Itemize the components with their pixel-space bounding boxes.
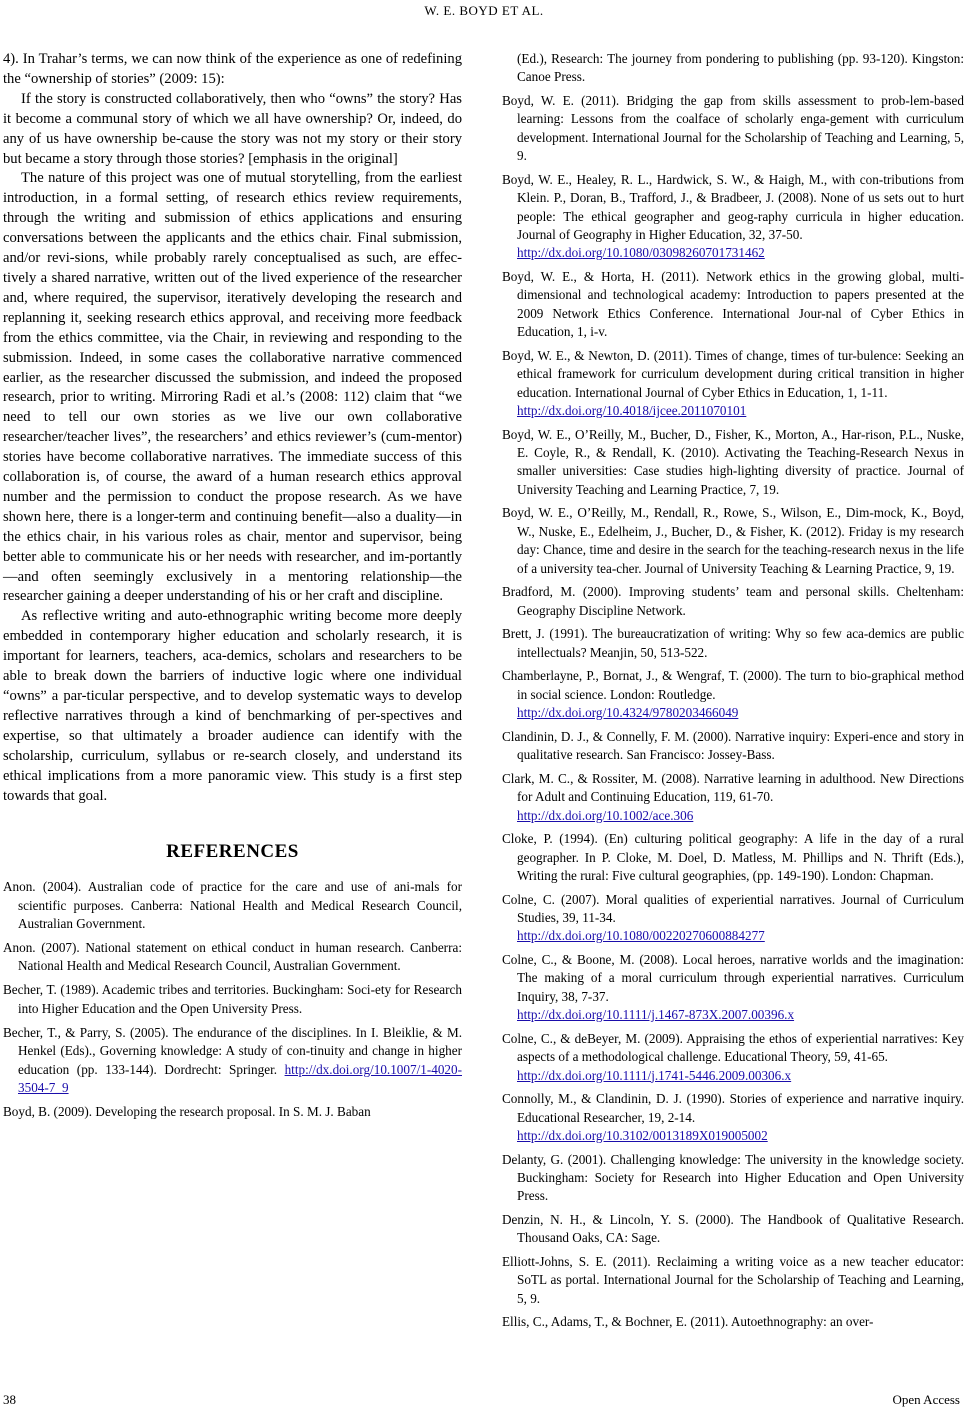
reference-text: Boyd, W. E., & Horta, H. (2011). Network ethics in the growing global, multi-dimensional and technological academy: Introduction to papers presented at the 2009 Network Ethics Conference. International Jour-nal of Cyber Ethics in Education, 1, i-v. bbox=[502, 269, 964, 340]
reference-entry bbox=[502, 1253, 964, 1308]
doi-link[interactable]: http://dx.doi.org/10.3102/0013189X019005002 bbox=[517, 1127, 768, 1143]
doi-link[interactable]: http://dx.doi.org/10.1007/1-4020-3504-7_9 bbox=[18, 1061, 462, 1095]
running-head: W. E. BOYD ET AL. bbox=[424, 3, 544, 18]
reference-text: (Ed.), Research: The journey from pondering to publishing (pp. 93-120). Kingston: Canoe Press. bbox=[517, 51, 964, 85]
doi-link[interactable]: http://dx.doi.org/10.4018/ijcee.2011070101 bbox=[517, 403, 747, 419]
reference-entry bbox=[502, 50, 964, 87]
reference-text: Boyd, W. E., O’Reilly, M., Bucher, D., Fisher, K., Morton, A., Har-rison, P.L., Nuske, E. Coyle, R., & Rendall, K. (2010). Activating the Teaching-Research Nexus in smaller universities: Case studies high-lighting diversity of practice. Journal of University Teaching and Learning Practice, 7, 19. bbox=[502, 426, 964, 497]
reference-text: Colne, C., & deBeyer, M. (2009). Appraising the ethos of experiential narratives: Key aspects of a methodological challenge. Educational Theory, 59, 41-65. bbox=[502, 1030, 964, 1065]
reference-text: Boyd, W. E., Healey, R. L., Hardwick, S. W., & Haigh, M., with con-tributions from Klein. P., Doran, B., Trafford, J., & Bradbeer, J. (2008). None of us sets out to hurt people: The ethical geographer and geog-raphy curricula in higher education. Journal of Geography in Higher Education, 32, 37-50. bbox=[502, 171, 964, 243]
reference-entry bbox=[502, 830, 964, 885]
reference-entry bbox=[502, 92, 964, 166]
reference-entry bbox=[502, 1313, 964, 1331]
reference-text: Brett, J. (1991). The bureaucratization of writing: Why so few aca-demics are public intellectuals? Meanjin, 50, 513-522. bbox=[502, 626, 964, 660]
doi-link[interactable]: http://dx.doi.org/10.4324/9780203466049 bbox=[517, 705, 739, 721]
reference-text: Bradford, M. (2000). Improving students’ team and personal skills. Cheltenham: Geography Discipline Network. bbox=[502, 584, 964, 618]
reference-entry bbox=[502, 426, 964, 500]
reference-entry bbox=[502, 1090, 964, 1145]
reference-text: Boyd, W. E., & Newton, D. (2011). Times of change, times of tur-bulence: Seeking an ethical framework for curriculum development during critical transition in higher education. International Journal of Cyber Ethics in Education, 1, 1-11. bbox=[502, 347, 964, 400]
reference-entry bbox=[502, 728, 964, 765]
reference-entry bbox=[502, 347, 964, 421]
doi-link[interactable]: http://dx.doi.org/10.1111/j.1741-5446.2009.00306.x bbox=[517, 1067, 792, 1083]
reference-text: Clandinin, D. J., & Connelly, F. M. (2000). Narrative inquiry: Experi-ence and story in qualitative research. San Francisco: Jossey-Bass. bbox=[502, 728, 964, 763]
doi-link[interactable]: http://dx.doi.org/10.1002/ace.306 bbox=[517, 807, 694, 823]
reference-entry bbox=[502, 268, 964, 342]
reference-entry bbox=[3, 1103, 462, 1121]
reference-entry bbox=[502, 951, 964, 1025]
reference-entry bbox=[502, 667, 964, 722]
references-list-left bbox=[3, 878, 462, 1121]
reference-text: Becher, T. (1989). Academic tribes and territories. Buckingham: Soci-ety for Research into Higher Education and the Open University Press. bbox=[3, 982, 462, 1016]
reference-entry bbox=[502, 770, 964, 825]
reference-text: Boyd, B. (2009). Developing the research proposal. In S. M. J. Baban bbox=[3, 1103, 371, 1119]
reference-entry bbox=[502, 583, 964, 620]
reference-text: Connolly, M., & Clandinin, D. J. (1990). Stories of experience and narrative inquiry. Educational Researcher, 19, 2-14. bbox=[502, 1091, 964, 1125]
reference-entry bbox=[3, 981, 462, 1018]
reference-text: Anon. (2004). Australian code of practice for the care and use of ani-mals for scientific purposes. Canberra: National Health and Medical Research Council, Australian Government. bbox=[3, 879, 462, 932]
reference-text: Elliott-Johns, S. E. (2011). Reclaiming a writing voice as a new teacher educator: SoTL as portal. International Journal for the Scholarship of Teaching and Learning, 5, 9. bbox=[502, 1253, 964, 1306]
reference-entry bbox=[3, 939, 462, 976]
reference-text: Boyd, W. E., O’Reilly, M., Rendall, R., Rowe, S., Wilson, E., Dim-mock, K., Boyd, W., Nuske, E., Edelheim, J., Bucher, D., & Fisher, K. (2012). Friday is my research day: Chance, time and desire in the search for the teaching-research nexus in the life of a university tea-cher. Journal of University Teaching & Learning Practice, 9, 19. bbox=[502, 505, 964, 576]
reference-entry bbox=[502, 1211, 964, 1248]
reference-text: Clark, M. C., & Rossiter, M. (2008). Narrative learning in adulthood. New Directions for Adult and Continuing Education, 119, 61-70. bbox=[502, 770, 964, 805]
reference-text: Boyd, W. E. (2011). Bridging the gap from skills assessment to prob-lem-based learning: Lessons from the coalface of scholarly enga-gement with curriculum development. International Journal for the Scholarship of Teaching and Learning, 5, 9. bbox=[502, 93, 964, 164]
reference-text: Delanty, G. (2001). Challenging knowledge: The university in the knowledge society. Buckingham: Society for Research into Higher Education and Open University Press. bbox=[502, 1151, 964, 1204]
reference-entry bbox=[502, 504, 964, 578]
body-paragraph: 4). In Trahar’s terms, we can now think of the experience as one of redefining the “ownership of stories” (2009: 15): bbox=[3, 51, 462, 87]
reference-entry bbox=[3, 878, 462, 933]
reference-entry bbox=[502, 891, 964, 946]
body-paragraph: As reflective writing and auto-ethnographic writing become more deeply embedded in contemporary higher education and scholarly research, it is important for learners, teachers, aca-demics, scholars and researchers to be able to break down the barriers of inductive logic where one individual “owns” a par-ticular perspective, and to develop systematic ways to develop reflective narratives through a kind of benchmarking of per-spectives and expertise, so that ultimately a broader audience can identify with the scholarship, curriculum, syllabus or re-search closely, and understand its ethical implications from a more panoramic view. This study is a first step towards that goal. bbox=[3, 608, 462, 804]
reference-text: Denzin, N. H., & Lincoln, Y. S. (2000). The Handbook of Qualitative Research. Thousand Oaks, CA: Sage. bbox=[502, 1211, 964, 1246]
reference-text: Colne, C., & Boone, M. (2008). Local heroes, narrative worlds and the imagination: The making of a moral curriculum through experiential narratives. Curriculum Inquiry, 38, 7-37. bbox=[502, 951, 964, 1004]
reference-entry bbox=[502, 171, 964, 263]
doi-link[interactable]: http://dx.doi.org/10.1080/00220270600884277 bbox=[517, 928, 765, 944]
reference-entry bbox=[502, 1030, 964, 1085]
doi-link[interactable]: http://dx.doi.org/10.1080/03098260701731462 bbox=[517, 245, 765, 261]
reference-text: Becher, T., & Parry, S. (2005). The endurance of the disciplines. In I. Bleiklie, & M. Henkel (Eds)., Governing knowledge: A study of con-tinuity and change in higher education (pp. 133-144). Dordrecht: Springer. bbox=[3, 1024, 462, 1077]
references-list-right bbox=[502, 50, 964, 1332]
reference-text: Cloke, P. (1994). (En) culturing political geography: A life in the day of a rural geographer. In P. Cloke, M. Doel, D. Matless, M. Phillips and N. Thrift (Eds.), Writing the rural: Five cultural geographies, (pp. 149-190). London: Chapman. bbox=[502, 831, 964, 883]
reference-entry bbox=[502, 1151, 964, 1206]
right-column bbox=[502, 50, 964, 1337]
reference-text: Ellis, C., Adams, T., & Bochner, E. (2011). Autoethnography: an over- bbox=[502, 1314, 874, 1330]
block-quote: If the story is constructed collaboratively, then who “owns” the story? Has it become a communal story of which we all have ownership? Or, indeed, do any of us have ownership be-cause the story was not my story or their story but became a story through those stories? [emphasis in the original] bbox=[3, 90, 462, 167]
reference-text: Anon. (2007). National statement on ethical conduct in human research. Canberra: National Health and Medical Research Council, Australian Government. bbox=[3, 940, 462, 974]
page-number: 38 bbox=[3, 1392, 16, 1407]
reference-text: Chamberlayne, P., Bornat, J., & Wengraf, T. (2000). The turn to bio-graphical method in social science. London: Routledge. bbox=[502, 668, 964, 702]
publisher-label: Open Access bbox=[892, 1392, 960, 1407]
references-heading: REFERENCES bbox=[166, 841, 299, 863]
doi-link[interactable]: http://dx.doi.org/10.1111/j.1467-873X.2007.00396.x bbox=[517, 1007, 795, 1023]
reference-entry bbox=[502, 625, 964, 662]
reference-entry bbox=[3, 1024, 462, 1098]
left-column bbox=[3, 50, 462, 1127]
body-paragraph: The nature of this project was one of mutual storytelling, from the earliest introduction, in a formal setting, of research ethics review requirements, through the writing and submission of ethics applications and ensuring conversations between the applicants and the ethics chair. Final submission, and/or revi-sions, while probably rarely conceptualised as such, are effec-tively a shared narrative, written out of the lived experience of the researcher and, where required, the supervisor, iteratively developing the research and replanning it, seeking research ethics approval, and receiving more feedback from the ethics committee, via the Chair, in reviewing and responding to the submission. Indeed, in some cases the collaborative narrative commenced earlier, as the researcher discussed the submission, and indeed the proposed research, prior to writing. Mirroring Radi et al.’s (2008: 112) claim that “we need to tell our own stories as we live our own collaborative researcher/teacher lives”, the researchers’ and ethics reviewer’s (cum-mentor) stories have become collaborative narratives. The immediate success of this collaboration is, of course, the award of a human research ethics approval number and the permission to conduct the propose research. As we have shown here, there is a longer-term and continuing benefit—also a duality—in the ethics chair, in his various roles as chair, mentor and supervisor, being better able to communicate his or her needs with researcher, and im-portantly—and often seemingly exclusively in a mentoring relationship—the researcher gaining a deeper understanding of his or her craft and discipline. bbox=[3, 170, 462, 605]
reference-text: Colne, C. (2007). Moral qualities of experiential narratives. Journal of Curriculum Studies, 39, 11-34. bbox=[502, 891, 964, 925]
